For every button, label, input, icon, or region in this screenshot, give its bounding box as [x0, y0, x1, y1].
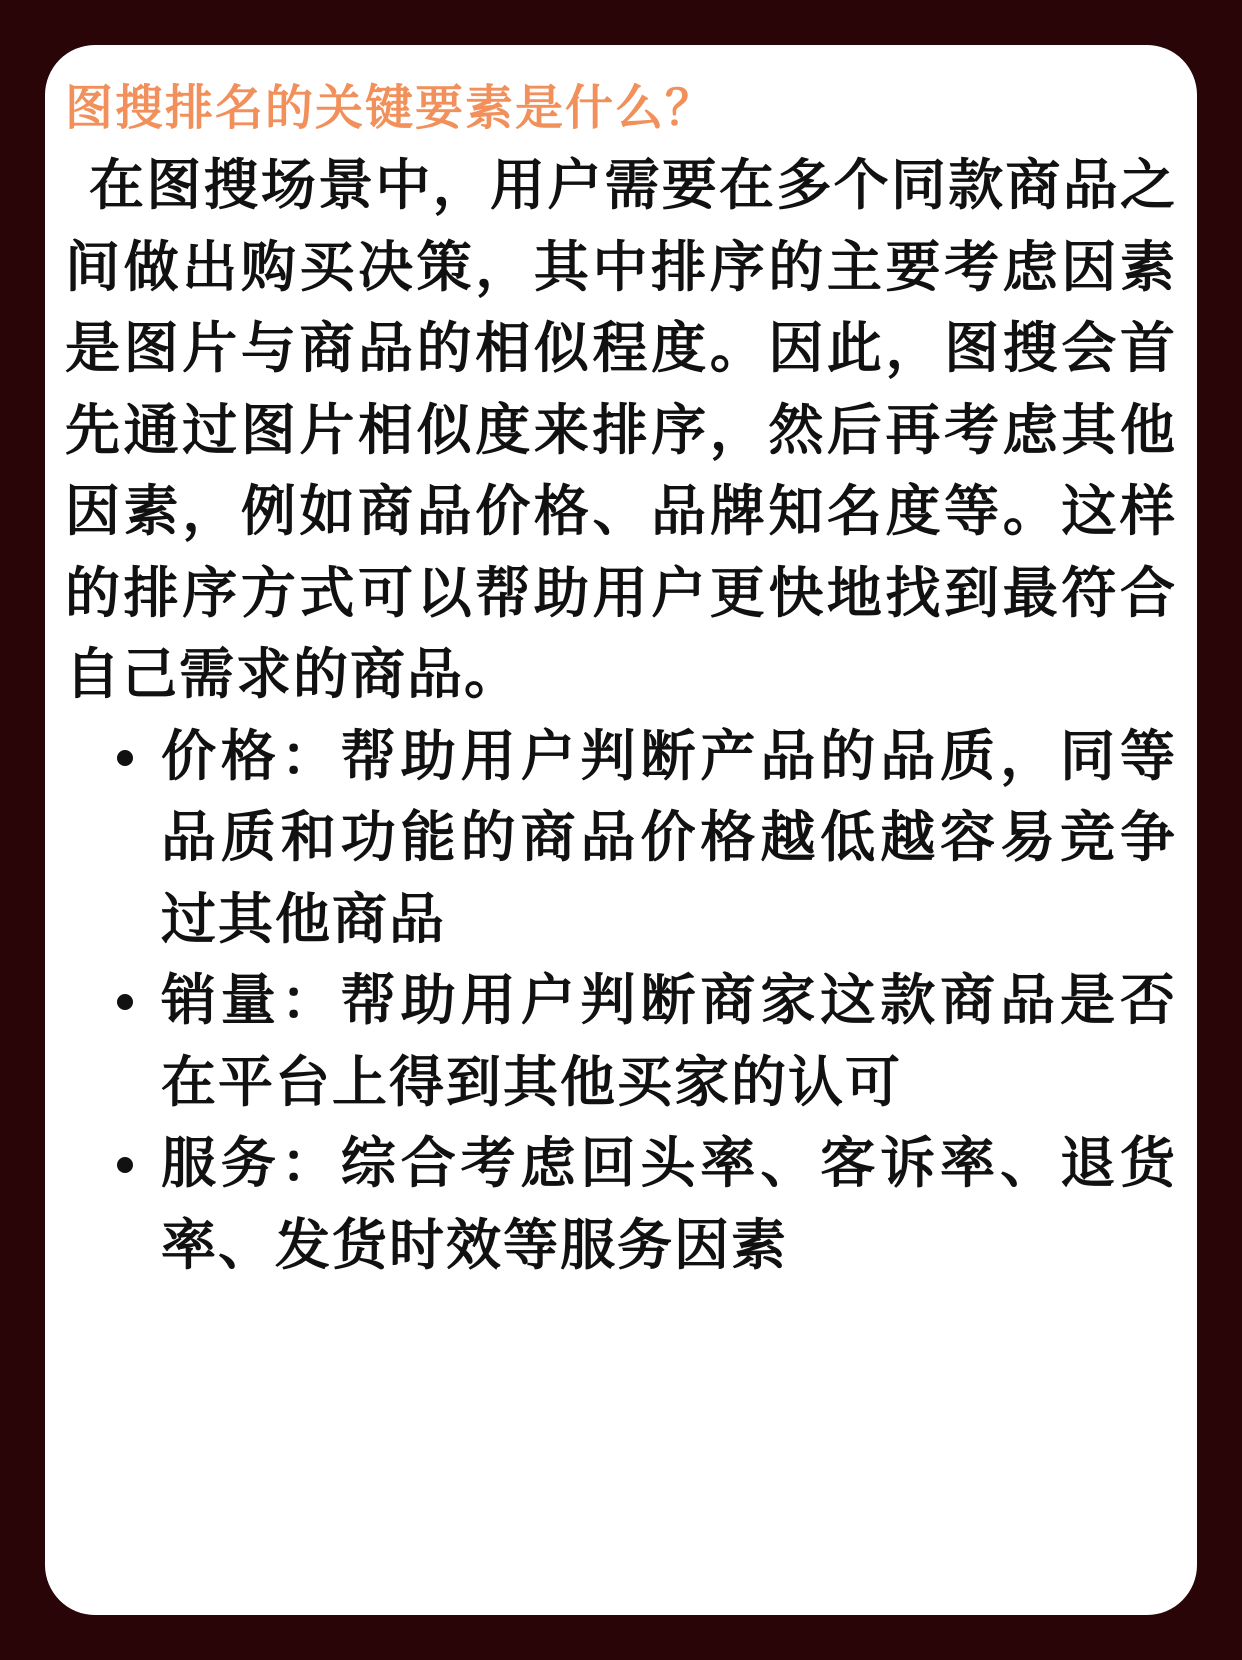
- list-item-text: 服务：综合考虑回头率、客诉率、退货率、发货时效等服务因素: [161, 1131, 1177, 1277]
- list-item-sales: [65, 960, 1177, 1123]
- bullet-dot-icon: [117, 1157, 133, 1173]
- list-item-text: 销量：帮助用户判断商家这款商品是否在平台上得到其他买家的认可: [161, 968, 1177, 1114]
- factor-list: [65, 716, 1177, 1287]
- bullet-dot-icon: [117, 750, 133, 766]
- bullet-dot-icon: [117, 994, 133, 1010]
- page-title: 图搜排名的关键要素是什么？: [65, 80, 716, 136]
- list-item-service: [65, 1123, 1177, 1286]
- intro-paragraph: 在图搜场景中，用户需要在多个同款商品之间做出购买决策，其中排序的主要考虑因素是图片与商品的相似程度。因此，图搜会首先通过图片相似度来排序，然后再考虑其他因素，例如商品价格、品牌知名度等。这样的排序方式可以帮助用户更快地找到最符合自己需求的商品。: [65, 153, 1177, 706]
- list-item-text: 价格：帮助用户判断产品的品质，同等品质和功能的商品价格越低越容易竞争过其他商品: [161, 723, 1177, 951]
- list-item-price: [65, 716, 1177, 961]
- content-card: [45, 45, 1197, 1615]
